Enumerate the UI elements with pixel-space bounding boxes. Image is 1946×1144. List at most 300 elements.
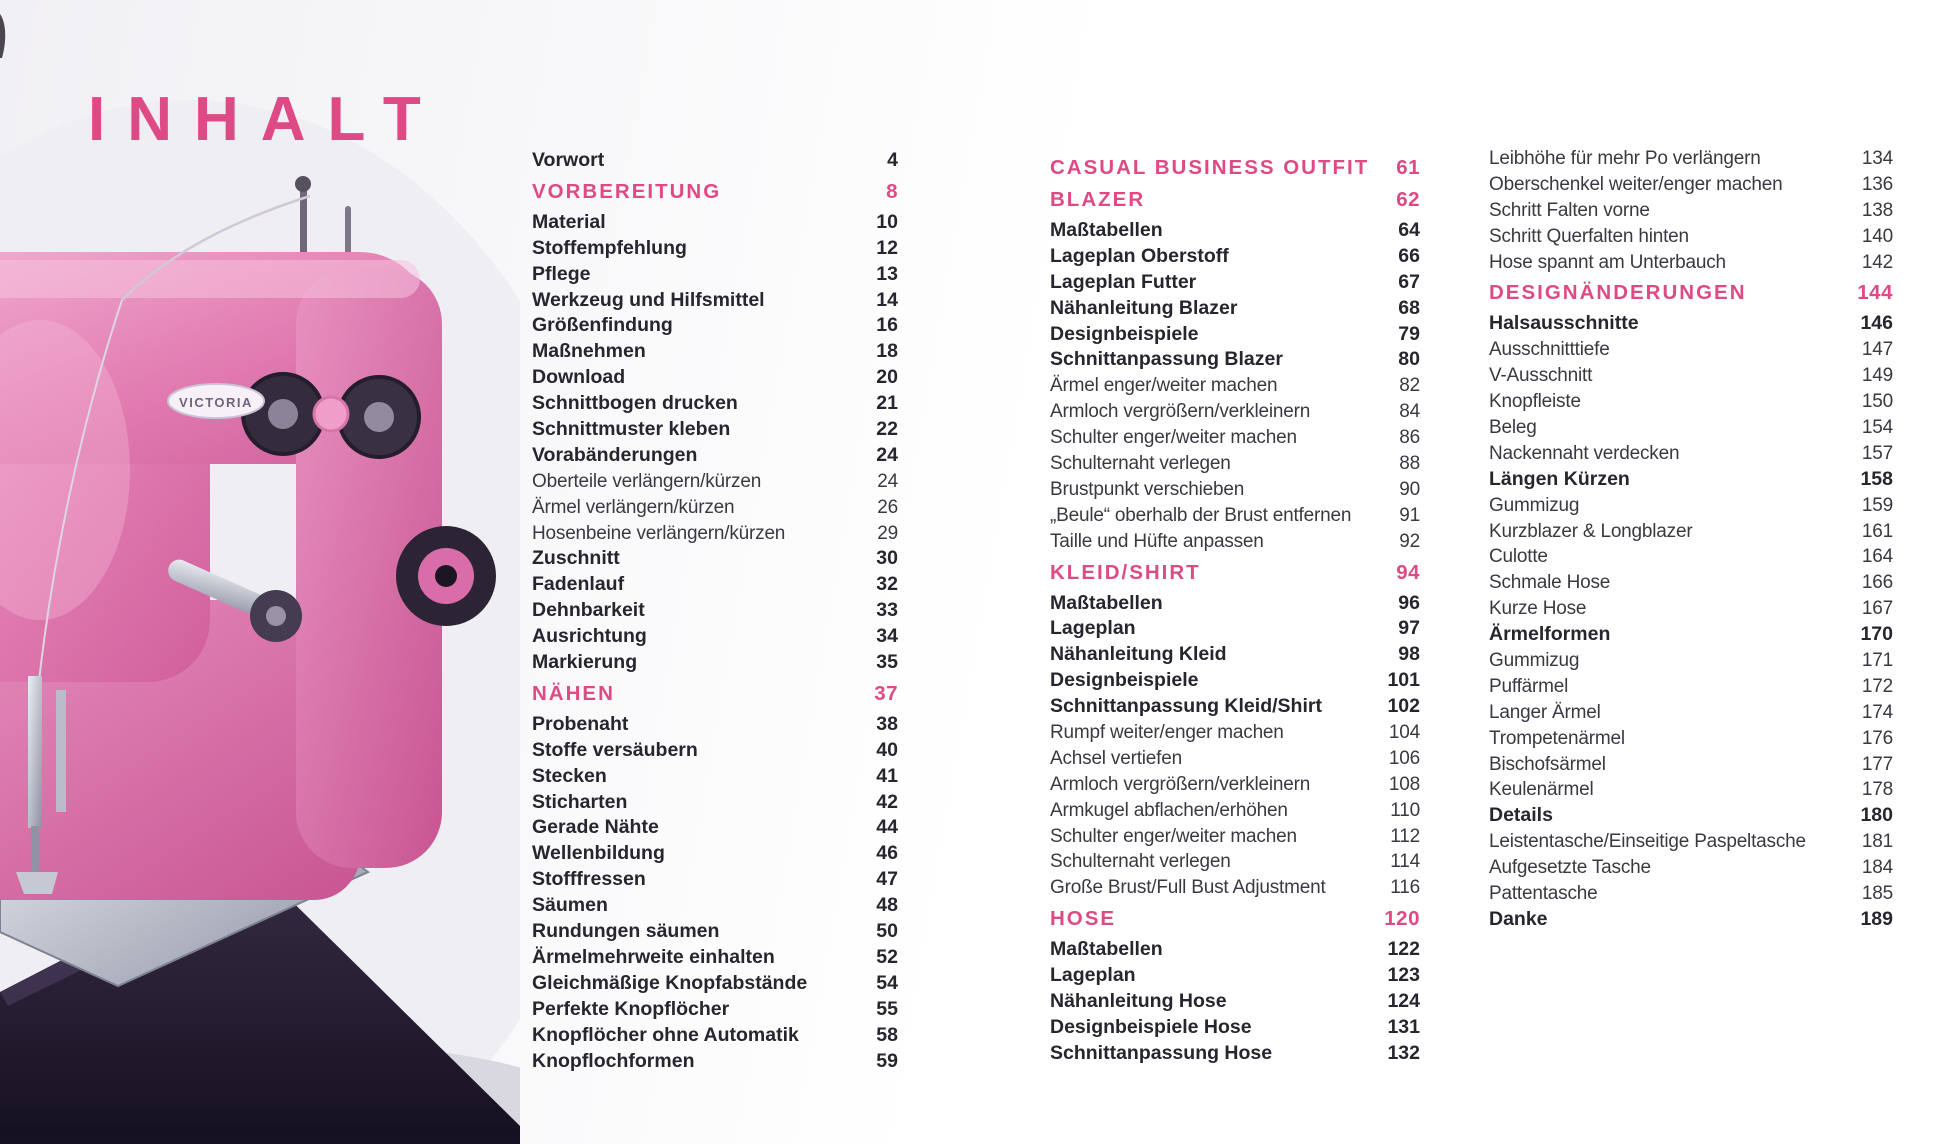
toc-entry-label: Gummizug [1489, 650, 1580, 672]
toc-entry [1050, 529, 1420, 555]
toc-entry-page: 90 [1399, 478, 1420, 500]
toc-entry-page: 24 [876, 443, 898, 466]
toc-entry-label: Schulter enger/weiter machen [1050, 825, 1297, 847]
toc-entry-label: Perfekte Knopflöcher [532, 997, 730, 1020]
toc-entry-page: 13 [876, 262, 898, 285]
toc-entry-page: 166 [1861, 572, 1893, 594]
toc-entry-page: 170 [1860, 623, 1893, 646]
toc-entry-label: Knopflochformen [532, 1049, 695, 1072]
toc-entry-label: Oberteile verlängern/kürzen [532, 470, 762, 492]
toc-entry [1050, 347, 1420, 373]
toc-entry [1489, 493, 1893, 519]
toc-entry-label: Rundungen säumen [532, 920, 720, 943]
toc-entry-page: 189 [1860, 907, 1893, 930]
needle-bar [28, 676, 42, 828]
toc-entry-label: Maßtabellen [1050, 591, 1163, 614]
toc-entry [1050, 746, 1420, 772]
toc-entry-page: 178 [1861, 779, 1893, 801]
toc-entry-label: Sticharten [532, 790, 628, 813]
toc-entry-label: Designbeispiele Hose [1050, 1015, 1252, 1038]
toc-entry-page: 84 [1399, 401, 1420, 423]
toc-entry-label: Gummizug [1489, 494, 1580, 516]
toc-heading [532, 178, 898, 205]
toc-entry [1489, 777, 1893, 803]
toc-entry-page: 38 [876, 712, 898, 735]
toc-entry-page: 29 [877, 522, 898, 544]
toc-entry-page: 116 [1390, 877, 1420, 899]
toc-entry [532, 712, 898, 738]
toc-entry-label: VORBEREITUNG [532, 179, 722, 203]
toc-entry [532, 546, 898, 572]
toc-entry-label: Schnittbogen drucken [532, 392, 738, 415]
toc-entry-label: Schnittanpassung Hose [1050, 1041, 1273, 1064]
toc-entry-label: Danke [1489, 907, 1548, 930]
toc-entry-page: 46 [876, 842, 898, 865]
toc-entry-label: Leibhöhe für mehr Po verlängern [1489, 148, 1761, 169]
toc-entry [1050, 963, 1420, 989]
arm-highlight [0, 260, 420, 298]
toc-entry-page: 16 [876, 314, 898, 337]
toc-entry-label: Designbeispiele [1050, 322, 1199, 345]
toc-entry-label: Dehnbarkeit [532, 599, 645, 622]
toc-entry [1489, 726, 1893, 752]
toc-entry-label: Keulenärmel [1489, 779, 1594, 801]
toc-entry-page: 102 [1387, 695, 1420, 718]
toc-entry-label: Armloch vergrößern/verkleinern [1050, 401, 1311, 423]
toc-entry-page: 132 [1387, 1041, 1420, 1064]
toc-entry [532, 971, 898, 997]
toc-entry-page: 24 [877, 470, 898, 492]
toc-entry-label: Details [1489, 804, 1553, 827]
toc-entry-label: Lageplan [1050, 964, 1136, 987]
toc-entry-page: 80 [1398, 348, 1420, 371]
toc-entry-label: Pflege [532, 262, 591, 285]
toc-entry-page: 177 [1861, 753, 1893, 775]
toc-entry-label: Armkugel abflachen/erhöhen [1050, 799, 1288, 821]
brand-label: VICTORIA [179, 395, 253, 410]
toc-entry-label: Werkzeug und Hilfsmittel [532, 288, 765, 311]
toc-entry-page: 62 [1396, 188, 1420, 211]
toc-entry-page: 134 [1861, 148, 1893, 169]
toc-entry-label: „Beule“ oberhalb der Brust entfernen [1050, 504, 1352, 526]
toc-entry [1489, 250, 1893, 276]
toc-entry [1050, 798, 1420, 824]
toc-entry-label: Schritt Falten vorne [1489, 199, 1650, 221]
toc-entry [532, 417, 898, 443]
toc-entry [1489, 648, 1893, 674]
toc-entry [1050, 451, 1420, 477]
toc-heading [1050, 905, 1420, 932]
toc-entry-label: Trompetenärmel [1489, 727, 1625, 749]
toc-entry-label: Designbeispiele [1050, 669, 1199, 692]
toc-entry-page: 44 [876, 816, 898, 839]
toc-entry-label: Vorabänderungen [532, 443, 698, 466]
toc-entry-page: 122 [1387, 938, 1420, 961]
toc-entry-label: Säumen [532, 894, 608, 917]
toc-entry-page: 149 [1861, 365, 1893, 387]
lever-pivot-center [266, 606, 286, 626]
toc-entry-page: 52 [876, 945, 898, 968]
toc-entry [1050, 591, 1420, 617]
toc-entry-label: Halsausschnitte [1489, 312, 1639, 335]
toc-entry [1050, 720, 1420, 746]
toc-entry [1050, 399, 1420, 425]
toc-entry-label: Taille und Hüfte anpassen [1050, 530, 1264, 552]
toc-entry-page: 158 [1860, 467, 1893, 490]
toc-entry [532, 867, 898, 893]
toc-entry-page: 146 [1860, 312, 1893, 335]
toc-entry-label: Große Brust/Full Bust Adjustment [1050, 877, 1326, 899]
toc-entry [1489, 881, 1893, 907]
toc-entry [532, 288, 898, 314]
stitch-knob-center [435, 565, 457, 587]
toc-entry-label: BLAZER [1050, 188, 1146, 211]
toc-entry-label: Stofffressen [532, 868, 646, 891]
toc-entry-label: Nackennaht verdecken [1489, 442, 1680, 464]
toc-entry [1050, 937, 1420, 963]
toc-entry-label: Schulternaht verlegen [1050, 851, 1231, 873]
toc-entry [1050, 694, 1420, 720]
toc-entry-page: 37 [874, 681, 898, 705]
toc-entry-label: Download [532, 366, 626, 389]
toc-entry [532, 841, 898, 867]
toc-entry-page: 154 [1861, 417, 1893, 439]
toc-entry-page: 140 [1861, 225, 1893, 247]
toc-entry-label: Schnittmuster kleben [532, 418, 731, 441]
toc-entry-label: Probenaht [532, 712, 629, 735]
toc-entry-page: 167 [1861, 598, 1893, 620]
pink-knob [314, 397, 348, 431]
toc-entry-label: Maßnehmen [532, 340, 646, 363]
sewing-machine-photo [0, 0, 520, 1144]
toc-entry-page: 21 [876, 392, 898, 415]
toc-entry-label: Stecken [532, 764, 607, 787]
toc-entry-label: Längen Kürzen [1489, 467, 1630, 490]
toc-entry-page: 54 [876, 971, 898, 994]
toc-entry [532, 521, 898, 547]
toc-entry [1050, 642, 1420, 668]
toc-entry-page: 120 [1384, 907, 1420, 931]
toc-entry-page: 64 [1398, 219, 1420, 241]
toc-entry [1050, 218, 1420, 244]
toc-entry-page: 110 [1390, 799, 1420, 821]
spool-cap [295, 176, 311, 192]
toc-entry [532, 572, 898, 598]
toc-entry [532, 624, 898, 650]
toc-entry-page: 48 [876, 894, 898, 917]
toc-entry-label: Lageplan Futter [1050, 270, 1197, 293]
toc-entry-page: 98 [1398, 643, 1420, 666]
spool-pin-2 [345, 206, 351, 260]
toc-entry [1489, 596, 1893, 622]
toc-entry [532, 365, 898, 391]
toc-entry-label: Hosenbeine verlängern/kürzen [532, 522, 786, 544]
toc-entry [1050, 503, 1420, 529]
toc-entry [532, 236, 898, 262]
toc-entry-label: Stoffempfehlung [532, 236, 687, 259]
toc-entry-label: Schulternaht verlegen [1050, 453, 1231, 475]
toc-entry-page: 185 [1861, 883, 1893, 905]
toc-entry-page: 30 [876, 547, 898, 570]
toc-entry-page: 32 [876, 573, 898, 596]
toc-entry [1489, 855, 1893, 881]
toc-entry-label: V-Ausschnitt [1489, 365, 1593, 387]
toc-entry [1050, 244, 1420, 270]
toc-entry-label: DESIGNÄNDERUNGEN [1489, 281, 1747, 305]
toc-entry-label: Größenfindung [532, 314, 673, 337]
toc-entry-label: Knopflöcher ohne Automatik [532, 1023, 799, 1046]
toc-column-2 [1050, 150, 1420, 1067]
toc-entry-label: Ärmel enger/weiter machen [1050, 375, 1278, 397]
toc-entry-page: 61 [1396, 156, 1420, 179]
toc-entry-page: 50 [876, 920, 898, 943]
toc-entry [1489, 224, 1893, 250]
toc-entry [532, 815, 898, 841]
toc-entry-page: 176 [1861, 727, 1893, 749]
toc-entry-page: 124 [1387, 990, 1420, 1013]
toc-entry [532, 919, 898, 945]
toc-entry-label: Vorwort [532, 149, 605, 171]
toc-entry-page: 131 [1387, 1015, 1420, 1038]
toc-entry-page: 42 [876, 790, 898, 813]
toc-entry [1489, 803, 1893, 829]
toc-entry-label: Wellenbildung [532, 842, 665, 865]
toc-entry [1050, 477, 1420, 503]
toc-entry [532, 495, 898, 521]
toc-entry-label: Langer Ärmel [1489, 701, 1601, 723]
toc-entry [532, 738, 898, 764]
toc-entry-page: 4 [887, 149, 898, 171]
toc-entry-label: Schnittanpassung Blazer [1050, 348, 1283, 371]
toc-entry-page: 97 [1398, 617, 1420, 640]
toc-entry [1489, 363, 1893, 389]
toc-entry [1489, 829, 1893, 855]
toc-entry-page: 12 [876, 236, 898, 259]
toc-entry-page: 181 [1861, 831, 1893, 853]
toc-entry [1050, 668, 1420, 694]
toc-entry-page: 20 [876, 366, 898, 389]
toc-entry [1489, 311, 1893, 337]
toc-entry-label: Puffärmel [1489, 675, 1569, 697]
toc-entry-label: Hose spannt am Unterbauch [1489, 251, 1726, 273]
toc-entry [1489, 467, 1893, 493]
toc-entry-label: Schritt Querfalten hinten [1489, 225, 1689, 247]
toc-entry-page: 184 [1861, 857, 1893, 879]
toc-entry [532, 790, 898, 816]
toc-heading [1050, 186, 1420, 213]
toc-entry-page: 123 [1387, 964, 1420, 987]
toc-entry-page: 161 [1861, 520, 1893, 542]
toc-entry [1489, 146, 1893, 172]
toc-entry [532, 1049, 898, 1075]
toc-entry-label: Achsel vertiefen [1050, 747, 1182, 769]
toc-entry [1050, 270, 1420, 296]
toc-entry [1489, 700, 1893, 726]
toc-entry-label: Zuschnitt [532, 547, 620, 570]
toc-entry-label: Schmale Hose [1489, 572, 1611, 594]
toc-entry-page: 106 [1388, 747, 1420, 769]
toc-entry-label: Aufgesetzte Tasche [1489, 857, 1651, 879]
toc-entry [1489, 570, 1893, 596]
toc-entry [1050, 373, 1420, 399]
toc-entry [1050, 296, 1420, 322]
toc-entry-label: Nähanleitung Hose [1050, 990, 1227, 1013]
toc-entry-label: HOSE [1050, 907, 1117, 931]
scan-mark [0, 14, 5, 58]
toc-entry-label: Ausschnitttiefe [1489, 339, 1610, 361]
toc-entry-label: Pattentasche [1489, 883, 1598, 905]
toc-entry [1489, 198, 1893, 224]
toc-entry-label: CASUAL BUSINESS OUTFIT [1050, 156, 1370, 179]
toc-entry-page: 91 [1399, 504, 1420, 526]
toc-entry-page: 88 [1399, 453, 1420, 475]
toc-entry-page: 34 [876, 625, 898, 648]
presser-bar [56, 690, 66, 812]
toc-entry-page: 180 [1860, 804, 1893, 827]
toc-entry-page: 58 [876, 1023, 898, 1046]
toc-column-3 [1489, 146, 1893, 933]
toc-entry-label: Material [532, 210, 606, 233]
toc-entry [532, 262, 898, 288]
toc-entry-label: Ärmelformen [1489, 623, 1611, 646]
toc-entry [532, 650, 898, 676]
toc-heading [532, 680, 898, 707]
toc-entry-label: Kurzblazer & Longblazer [1489, 520, 1693, 542]
tension-dial-left-center [268, 399, 298, 429]
toc-entry [532, 893, 898, 919]
toc-entry [532, 443, 898, 469]
toc-entry-page: 33 [876, 599, 898, 622]
needle [31, 826, 39, 874]
toc-entry [532, 945, 898, 971]
toc-entry-page: 138 [1861, 199, 1893, 221]
toc-entry [1489, 415, 1893, 441]
toc-entry-page: 92 [1399, 530, 1420, 552]
toc-entry-label: Nähanleitung Kleid [1050, 643, 1227, 666]
toc-entry-page: 142 [1861, 251, 1893, 273]
toc-entry-label: Lageplan [1050, 617, 1136, 640]
toc-entry [1489, 389, 1893, 415]
toc-entry-page: 82 [1399, 375, 1420, 397]
toc-entry [1050, 875, 1420, 901]
toc-entry-label: Ärmel verlängern/kürzen [532, 496, 735, 518]
toc-entry-label: Knopfleiste [1489, 391, 1581, 413]
toc-entry-label: Culotte [1489, 546, 1548, 568]
toc-heading [1489, 279, 1893, 306]
toc-entry-label: Oberschenkel weiter/enger machen [1489, 173, 1783, 195]
toc-entry-label: Leistentasche/Einseitige Paspeltasche [1489, 831, 1806, 853]
toc-entry [532, 598, 898, 624]
toc-entry [1050, 1041, 1420, 1067]
toc-entry-label: Maßtabellen [1050, 219, 1163, 241]
toc-entry-page: 112 [1390, 825, 1420, 847]
toc-entry-label: Ärmelmehrweite einhalten [532, 945, 775, 968]
toc-entry-page: 104 [1388, 722, 1420, 744]
toc-entry [1050, 772, 1420, 798]
toc-entry [1489, 674, 1893, 700]
toc-entry-page: 8 [886, 179, 898, 203]
toc-entry-page: 171 [1861, 650, 1893, 672]
toc-entry [1489, 544, 1893, 570]
toc-entry-page: 22 [876, 418, 898, 441]
toc-entry-page: 114 [1390, 851, 1420, 873]
toc-entry-page: 147 [1861, 339, 1893, 361]
toc-entry-label: Rumpf weiter/enger machen [1050, 722, 1284, 744]
toc-entry-label: Bischofsärmel [1489, 753, 1606, 775]
toc-entry [532, 469, 898, 495]
toc-entry [1050, 322, 1420, 348]
toc-entry-page: 174 [1861, 701, 1893, 723]
toc-entry-page: 68 [1398, 296, 1420, 319]
toc-entry-page: 108 [1388, 773, 1420, 795]
toc-entry-page: 79 [1398, 322, 1420, 345]
toc-entry-label: Fadenlauf [532, 573, 625, 596]
toc-entry [1489, 441, 1893, 467]
toc-entry [1050, 989, 1420, 1015]
toc-entry-label: Markierung [532, 651, 638, 674]
toc-entry-label: Beleg [1489, 417, 1537, 439]
toc-entry-label: Ausrichtung [532, 625, 647, 648]
toc-entry-page: 150 [1861, 391, 1893, 413]
toc-entry [1050, 849, 1420, 875]
toc-entry [1050, 425, 1420, 451]
toc-entry-page: 94 [1396, 560, 1420, 584]
toc-entry-page: 18 [876, 340, 898, 363]
toc-entry-page: 35 [876, 651, 898, 674]
toc-entry [532, 1023, 898, 1049]
toc-entry [1489, 172, 1893, 198]
toc-heading [1050, 154, 1420, 181]
toc-entry [532, 148, 898, 174]
toc-entry [532, 391, 898, 417]
toc-entry [1489, 519, 1893, 545]
toc-entry [1489, 622, 1893, 648]
toc-entry [1489, 337, 1893, 363]
toc-entry-label: Kurze Hose [1489, 598, 1587, 620]
toc-entry [1489, 752, 1893, 778]
toc-entry-page: 10 [876, 210, 898, 233]
toc-entry-page: 96 [1398, 591, 1420, 614]
toc-entry [532, 764, 898, 790]
toc-entry-page: 59 [876, 1049, 898, 1072]
toc-entry-page: 14 [876, 288, 898, 311]
toc-entry-page: 144 [1857, 281, 1893, 305]
toc-entry-label: NÄHEN [532, 681, 615, 705]
toc-entry-page: 136 [1861, 173, 1893, 195]
toc-entry-page: 157 [1861, 442, 1893, 464]
toc-column-1 [532, 148, 898, 1074]
toc-entry-label: Nähanleitung Blazer [1050, 296, 1238, 319]
toc-entry [1050, 616, 1420, 642]
toc-entry-page: 66 [1398, 244, 1420, 267]
toc-entry [1050, 824, 1420, 850]
toc-entry [532, 210, 898, 236]
toc-entry-label: Brustpunkt verschieben [1050, 478, 1245, 500]
toc-entry-page: 67 [1398, 270, 1420, 293]
toc-entry-page: 47 [876, 868, 898, 891]
toc-entry-label: Armloch vergrößern/verkleinern [1050, 773, 1311, 795]
toc-entry-page: 41 [876, 764, 898, 787]
toc-entry-page: 172 [1861, 675, 1893, 697]
toc-entry-page: 86 [1399, 427, 1420, 449]
toc-entry-label: Lageplan Oberstoff [1050, 244, 1229, 267]
toc-entry-label: KLEID/SHIRT [1050, 560, 1201, 584]
toc-entry-label: Gerade Nähte [532, 816, 659, 839]
toc-entry-page: 55 [876, 997, 898, 1020]
toc-entry-page: 164 [1861, 546, 1893, 568]
toc-entry-label: Maßtabellen [1050, 938, 1163, 961]
page-title: INHALT [88, 85, 443, 154]
